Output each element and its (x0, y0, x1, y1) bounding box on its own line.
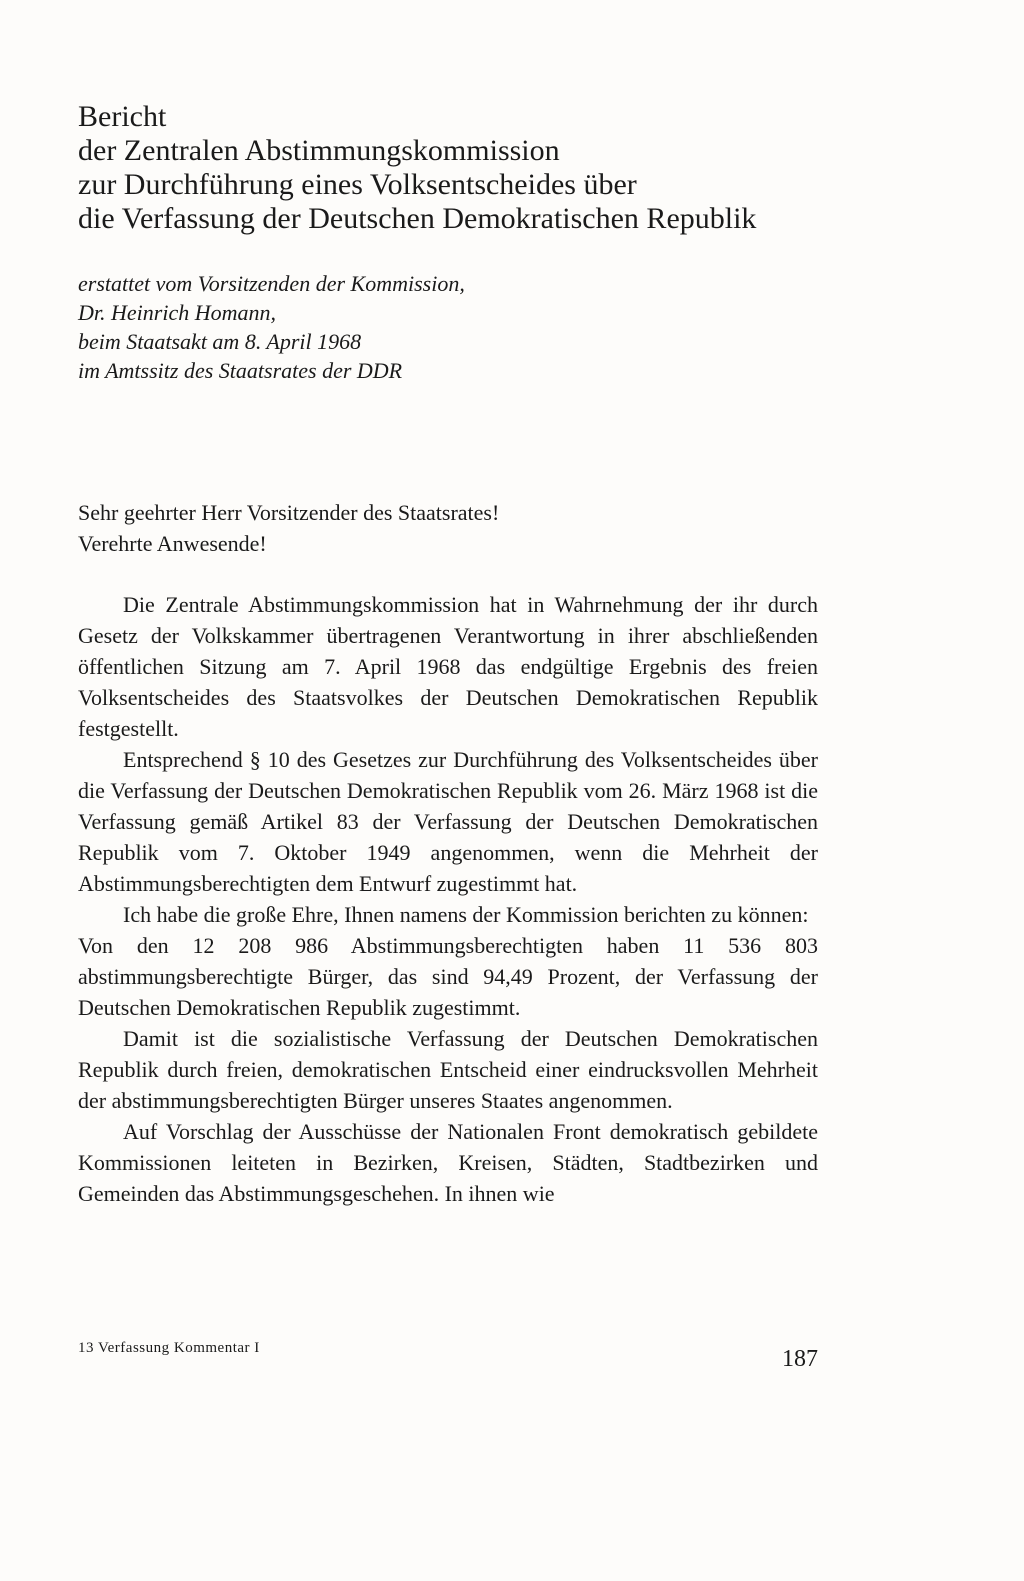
subtitle-line-2: Dr. Heinrich Homann, (78, 300, 276, 325)
title-line-2: der Zentralen Abstimmungskommission (78, 134, 560, 167)
salutation-line-2: Verehrte Anwesende! (78, 531, 267, 556)
paragraph-3: Ich habe die große Ehre, Ihnen namens der Kommission berichten zu können: (123, 902, 809, 927)
title-line-1: Bericht (78, 100, 167, 133)
paragraph-6: Auf Vorschlag der Ausschüsse der Nationalen Front demokratisch gebildete Kommissionen leiteten in Bezirken, Kreisen, Städten, Stadtbezirken und Gemeinden das Abstimmungsgeschehen. In ihnen wie (78, 1119, 818, 1206)
page-footer (78, 1340, 818, 1380)
report-body (78, 589, 818, 1209)
subtitle-line-1: erstattet vom Vorsitzenden der Kommission, (78, 271, 465, 296)
paragraph-1: Die Zentrale Abstimmungskommission hat in Wahrnehmung der ihr durch Gesetz der Volkskammer übertragenen Verantwortung in ihrer abschließenden öffentlichen Sitzung am 7. April 1968 das endgültige Ergebnis des freien Volksentscheides des Staatsvolkes der Deutschen Demokratischen Republik festgestellt. (78, 592, 818, 741)
footer-note: 13 Verfassung Kommentar I (78, 1340, 260, 1356)
salutation (78, 497, 818, 559)
subtitle-line-3: beim Staatsakt am 8. April 1968 (78, 329, 362, 354)
document-page (78, 100, 818, 1209)
title-line-4: die Verfassung der Deutschen Demokratischen Republik (78, 202, 757, 235)
report-title (78, 100, 818, 236)
report-subtitle (78, 269, 818, 385)
title-line-3: zur Durchführung eines Volksentscheides über (78, 168, 637, 201)
paragraph-4: Von den 12 208 986 Abstimmungsberechtigten haben 11 536 803 abstimmungsberechtigte Bürger, das sind 94,49 Prozent, der Verfassung der Deutschen Demokratischen Republik zugestimmt. (78, 933, 818, 1020)
subtitle-line-4: im Amtssitz des Staatsrates der DDR (78, 358, 403, 383)
page-number: 187 (782, 1346, 818, 1372)
salutation-line-1: Sehr geehrter Herr Vorsitzender des Staatsrates! (78, 500, 500, 525)
paragraph-2: Entsprechend § 10 des Gesetzes zur Durchführung des Volksentscheides über die Verfassung der Deutschen Demokratischen Republik vom 26. März 1968 ist die Verfassung gemäß Artikel 83 der Verfassung der Deutschen Demokratischen Republik vom 7. Oktober 1949 angenommen, wenn die Mehrheit der Abstimmungsberechtigten dem Entwurf zugestimmt hat. (78, 747, 818, 896)
paragraph-5: Damit ist die sozialistische Verfassung der Deutschen Demokratischen Republik durch freien, demokratischen Entscheid einer eindrucksvollen Mehrheit der abstimmungsberechtigten Bürger unseres Staates angenommen. (78, 1026, 818, 1113)
